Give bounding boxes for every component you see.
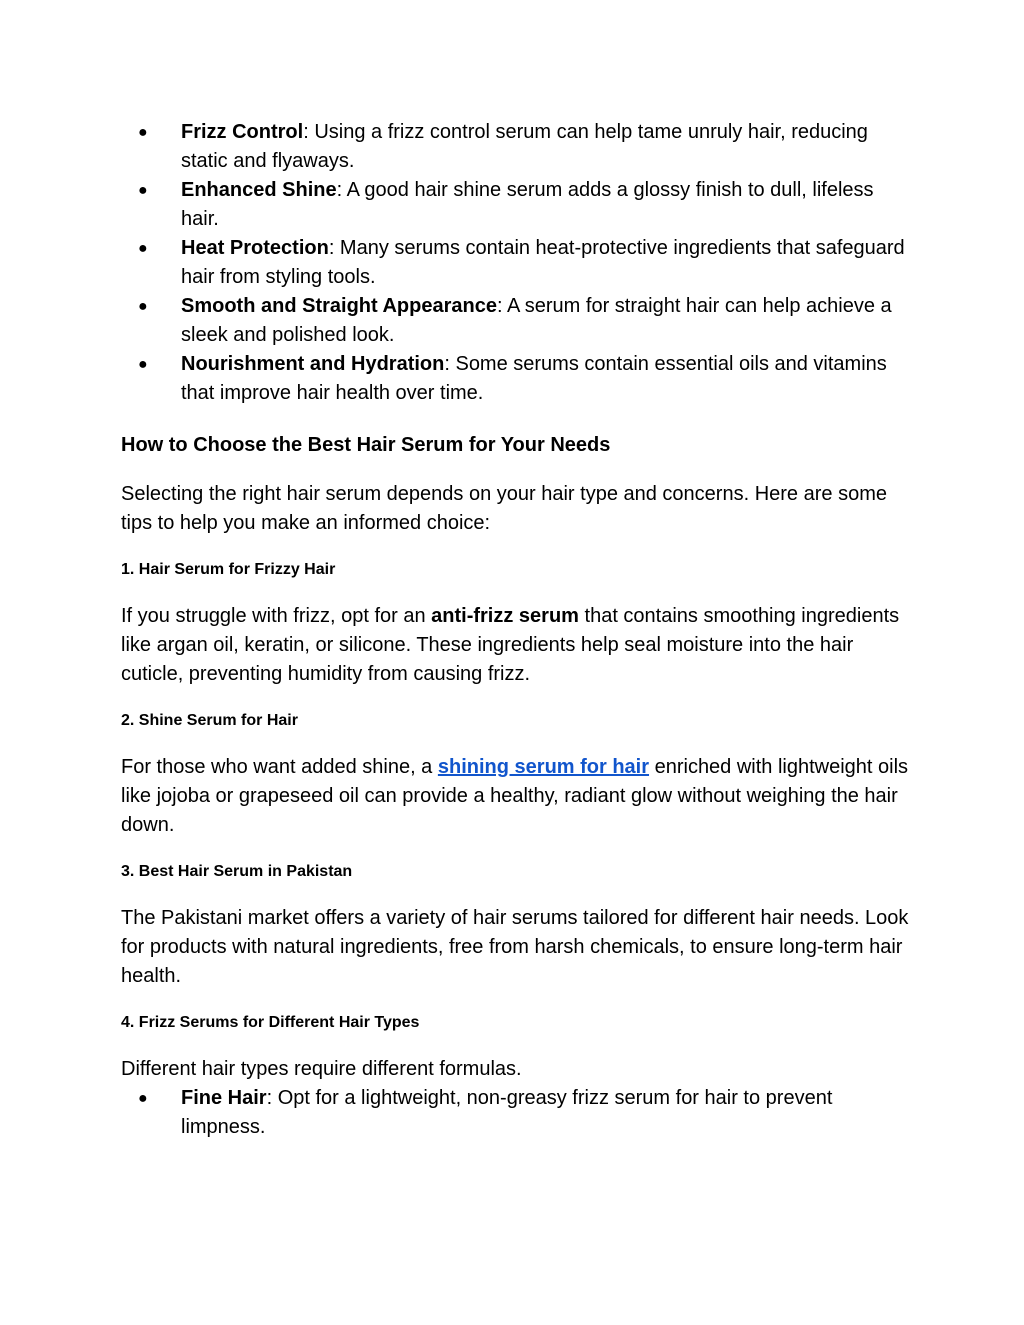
list-item-text: : A serum for straight hair can help achieve a sleek and polished look. xyxy=(181,295,892,346)
tip-paragraph-pakistan: The Pakistani market offers a variety of hair serums tailored for different hair needs. Look for products with natural ingredients, free from harsh chemicals, to ensure long-term hair health. xyxy=(121,907,909,987)
list-item-title: Heat Protection xyxy=(181,237,329,259)
tip-paragraph-types: Different hair types require different formulas. xyxy=(121,1058,522,1080)
shining-serum-link[interactable]: shining serum for hair xyxy=(437,756,650,778)
list-item-title: Nourishment and Hydration xyxy=(181,353,445,375)
anti-frizz-emphasis: anti-frizz serum xyxy=(431,605,579,627)
bullet-icon: ● xyxy=(138,356,148,373)
intro-paragraph: Selecting the right hair serum depends on your hair type and concerns. Here are some tips to help you make an informed choice: xyxy=(121,483,887,534)
list-item xyxy=(121,176,911,234)
list-item xyxy=(121,118,911,176)
bullet-icon: ● xyxy=(138,124,148,141)
tip-heading-shine: 2. Shine Serum for Hair xyxy=(121,712,298,729)
list-item-text: : Some serums contain essential oils and vitamins that improve hair health over time. xyxy=(181,353,887,404)
bullet-icon: ● xyxy=(138,298,148,315)
list-item-text: : A good hair shine serum adds a glossy finish to dull, lifeless hair. xyxy=(181,179,874,230)
tip-heading-types: 4. Frizz Serums for Different Hair Types xyxy=(121,1014,420,1031)
tip-paragraph-frizzy: If you struggle with frizz, opt for an anti-frizz serum that contains smoothing ingredients like argan oil, keratin, or silicone. These ingredients help seal moisture into the hair cuticle, preventing humidity from causing frizz. xyxy=(121,605,900,685)
section-heading: How to Choose the Best Hair Serum for Your Needs xyxy=(121,434,611,456)
list-item-text: : Opt for a lightweight, non-greasy frizz serum for hair to prevent limpness. xyxy=(181,1087,833,1138)
bullet-icon: ● xyxy=(138,182,148,199)
bullet-icon: ● xyxy=(138,1090,148,1107)
list-item-title: Fine Hair xyxy=(181,1087,267,1109)
bullet-icon: ● xyxy=(138,240,148,257)
tip-heading-pakistan: 3. Best Hair Serum in Pakistan xyxy=(121,863,353,880)
list-item-title: Frizz Control xyxy=(181,121,304,143)
list-item-text: : Using a frizz control serum can help tame unruly hair, reducing static and flyaways. xyxy=(181,121,868,172)
list-item xyxy=(121,234,911,292)
benefits-list xyxy=(121,118,911,408)
list-item xyxy=(121,292,911,350)
hair-types-list xyxy=(121,1084,911,1142)
list-item xyxy=(121,1084,911,1142)
list-item-title: Smooth and Straight Appearance xyxy=(181,295,497,317)
list-item-text: : Many serums contain heat-protective ingredients that safeguard hair from styling tools. xyxy=(181,237,905,288)
list-item xyxy=(121,350,911,408)
list-item-title: Enhanced Shine xyxy=(181,179,337,201)
document-page xyxy=(121,118,911,1142)
tip-heading-frizzy: 1. Hair Serum for Frizzy Hair xyxy=(121,561,336,578)
tip-paragraph-shine: For those who want added shine, a shining serum for hair enriched with lightweight oils like jojoba or grapeseed oil can provide a healthy, radiant glow without weighing the hair down. xyxy=(121,756,909,836)
